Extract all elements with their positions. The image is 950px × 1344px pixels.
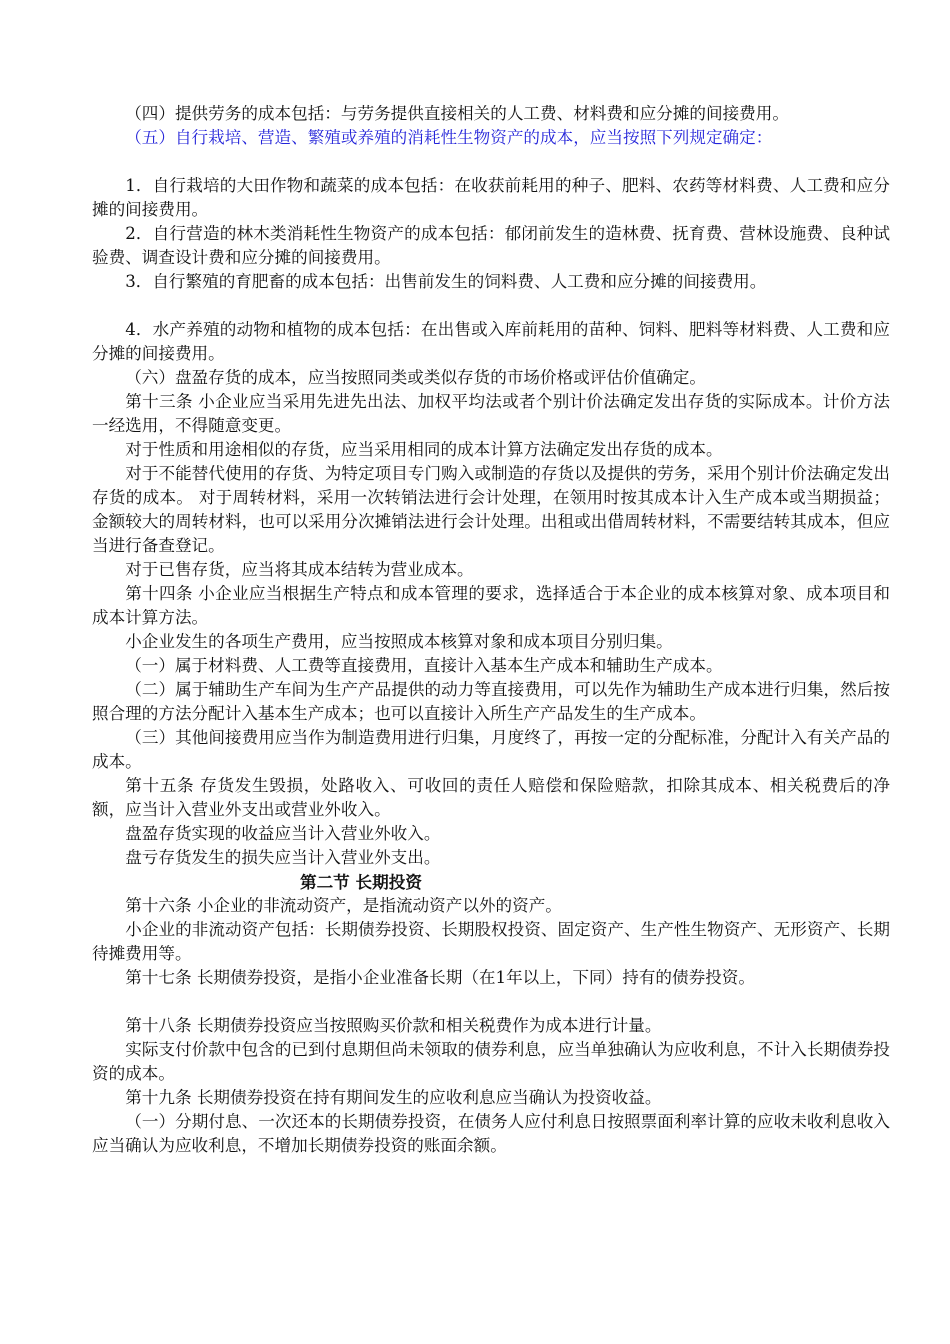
paragraph-periodic-interest: （一）分期付息、一次还本的长期债券投资，在债务人应付利息日按照票面利率计算的应收未收利息收入应当确认为应收利息，不增加长期债券投资的账面余额。	[92, 1112, 890, 1155]
paragraph-article-17: 第十七条 长期债券投资，是指小企业准备长期（在1年以上，下同）持有的债券投资。	[125, 968, 755, 987]
section-heading-long-term-investment: 第二节 长期投资	[300, 872, 422, 892]
paragraph-item-3-livestock: 3．自行繁殖的育肥畜的成本包括：出售前发生的饲料费、人工费和应分摊的间接费用。	[125, 272, 767, 291]
paragraph-item-2-forestry: 2．自行营造的林木类消耗性生物资产的成本包括：郁闭前发生的造林费、抚育费、营林设施费、良种试验费、调查设计费和应分摊的间接费用。	[92, 224, 890, 267]
paragraph-item-1-crops: 1．自行栽培的大田作物和蔬菜的成本包括：在收获前耗用的种子、肥料、农药等材料费、人工费和应分摊的间接费用。	[92, 176, 890, 219]
paragraph-similar-inventory: 对于性质和用途相似的存货，应当采用相同的成本计算方法确定发出存货的成本。	[125, 440, 723, 459]
paragraph-accrued-interest: 实际支付价款中包含的已到付息期但尚未领取的债券利息，应当单独确认为应收利息，不计入长期债券投资的成本。	[92, 1040, 890, 1083]
paragraph-noncurrent-assets: 小企业的非流动资产包括：长期债券投资、长期股权投资、固定资产、生产性生物资产、无形资产、长期待摊费用等。	[92, 920, 890, 963]
paragraph-article-15: 第十五条 存货发生毁损，处路收入、可收回的责任人赔偿和保险赔款，扣除其成本、相关税费后的净额，应当计入营业外支出或营业外收入。	[92, 776, 890, 819]
paragraph-labor-service-cost: （四）提供劳务的成本包括：与劳务提供直接相关的人工费、材料费和应分摊的间接费用。	[125, 104, 789, 123]
paragraph-auxiliary-costs: （二）属于辅助生产车间为生产产品提供的动力等直接费用，可以先作为辅助生产成本进行归集，然后按照合理的方法分配计入基本生产成本；也可以直接计入所生产产品发生的生产成本。	[92, 680, 890, 723]
paragraph-indirect-costs: （三）其他间接费用应当作为制造费用进行归集，月度终了，再按一定的分配标准，分配计入有关产品的成本。	[92, 728, 890, 771]
paragraph-direct-costs: （一）属于材料费、人工费等直接费用，直接计入基本生产成本和辅助生产成本。	[125, 656, 723, 675]
paragraph-deficit-loss: 盘亏存货发生的损失应当计入营业外支出。	[125, 848, 441, 867]
paragraph-article-19: 第十九条 长期债券投资在持有期间发生的应收利息应当确认为投资收益。	[125, 1088, 662, 1107]
paragraph-production-costs: 小企业发生的各项生产费用，应当按照成本核算对象和成本项目分别归集。	[125, 632, 673, 651]
paragraph-article-16: 第十六条 小企业的非流动资产，是指流动资产以外的资产。	[125, 896, 562, 915]
paragraph-surplus-gain: 盘盈存货实现的收益应当计入营业外收入。	[125, 824, 441, 843]
paragraph-article-18: 第十八条 长期债券投资应当按照购买价款和相关税费作为成本进行计量。	[125, 1016, 662, 1035]
paragraph-inventory-surplus: （六）盘盈存货的成本，应当按照同类或类似存货的市场价格或评估价值确定。	[125, 368, 706, 387]
paragraph-article-14: 第十四条 小企业应当根据生产特点和成本管理的要求，选择适合于本企业的成本核算对象、成本项目和成本计算方法。	[92, 584, 890, 627]
paragraph-article-13: 第十三条 小企业应当采用先进先出法、加权平均法或者个别计价法确定发出存货的实际成本。计价方法一经选用，不得随意变更。	[92, 392, 890, 435]
paragraph-biological-assets-heading: （五）自行栽培、营造、繁殖或养殖的消耗性生物资产的成本，应当按照下列规定确定：	[125, 128, 773, 147]
paragraph-sold-inventory: 对于已售存货，应当将其成本结转为营业成本。	[125, 560, 474, 579]
paragraph-item-4-aquaculture: 4．水产养殖的动物和植物的成本包括：在出售或入库前耗用的苗种、饲料、肥料等材料费、人工费和应分摊的间接费用。	[92, 320, 890, 363]
paragraph-specific-identification: 对于不能替代使用的存货、为特定项目专门购入或制造的存货以及提供的劳务，采用个别计价法确定发出存货的成本。 对于周转材料，采用一次转销法进行会计处理，在领用时按其成本计入生产成本或当期损益；金额较大的周转材料，也可以采用分次摊销法进行会计处理。出租或出借周转材料，不需要结转其成本，但应当进行备查登记。	[92, 464, 890, 555]
